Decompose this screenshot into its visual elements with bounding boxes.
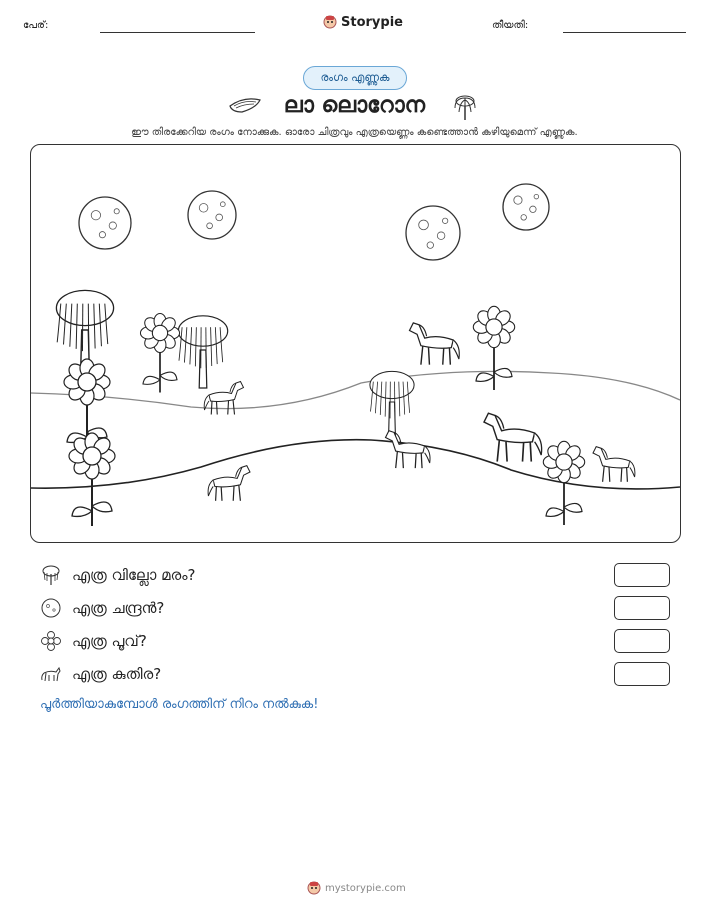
site-url: mystorypie.com [325,882,406,894]
brand-name: Storypie [341,14,403,30]
storypie-mascot-icon [307,880,321,896]
willow-tree [178,316,227,388]
flower [473,306,514,390]
flower [69,433,115,526]
instructions: ഈ തിരക്കേറിയ രംഗം നോക്കുക. ഓരോ ചിത്രവും എത്രയെണ്ണം കണ്ടെത്താൻ കഴിയുമെന്ന് എണ്ണുക. [131,127,578,138]
date-line[interactable] [563,32,686,33]
horse [386,431,431,468]
scene-illustration [31,145,680,542]
question-row-willow [40,558,670,591]
answer-box[interactable] [614,563,670,587]
flower-icon [40,630,62,652]
activity-badge: രംഗം എണ്ണുക [303,66,407,90]
moon-icon [40,597,62,619]
horse [593,447,635,482]
boat-icon [228,94,262,120]
question-text: എത്ര പൂവ്? [72,631,147,650]
counting-scene [30,144,681,543]
page-title: ലാ ലൊറോന [283,93,426,118]
moon [503,184,549,230]
horse [204,382,243,415]
willow-tree-icon [40,564,62,586]
moon [188,191,236,239]
name-label: പേര്: [23,20,49,31]
moon [406,206,460,260]
moon [79,197,131,249]
storypie-mascot-icon [323,14,337,30]
answer-box[interactable] [614,629,670,653]
willow-tree-icon [450,92,480,126]
brand-logo [323,14,403,30]
color-instruction: പൂർത്തിയാകുമ്പോൾ രംഗത്തിന് നിറം നൽകുക! [40,697,319,712]
question-row-flower [40,624,670,657]
horse-icon [40,663,62,685]
answer-box[interactable] [614,662,670,686]
willow-tree [370,371,414,436]
horse [208,466,250,501]
questions-list [40,558,670,690]
horse [410,323,460,365]
answer-box[interactable] [614,596,670,620]
question-row-horse [40,657,670,690]
question-text: എത്ര കുതിര? [72,664,162,683]
site-footer [307,880,406,896]
question-row-moon [40,591,670,624]
name-line[interactable] [100,32,255,33]
flower [140,313,179,392]
horse [484,413,542,461]
question-text: എത്ര ചന്ദ്രൻ? [72,598,165,617]
flower [543,441,584,525]
question-text: എത്ര വില്ലോ മരം? [72,565,196,584]
date-label: തീയതി: [492,20,529,31]
